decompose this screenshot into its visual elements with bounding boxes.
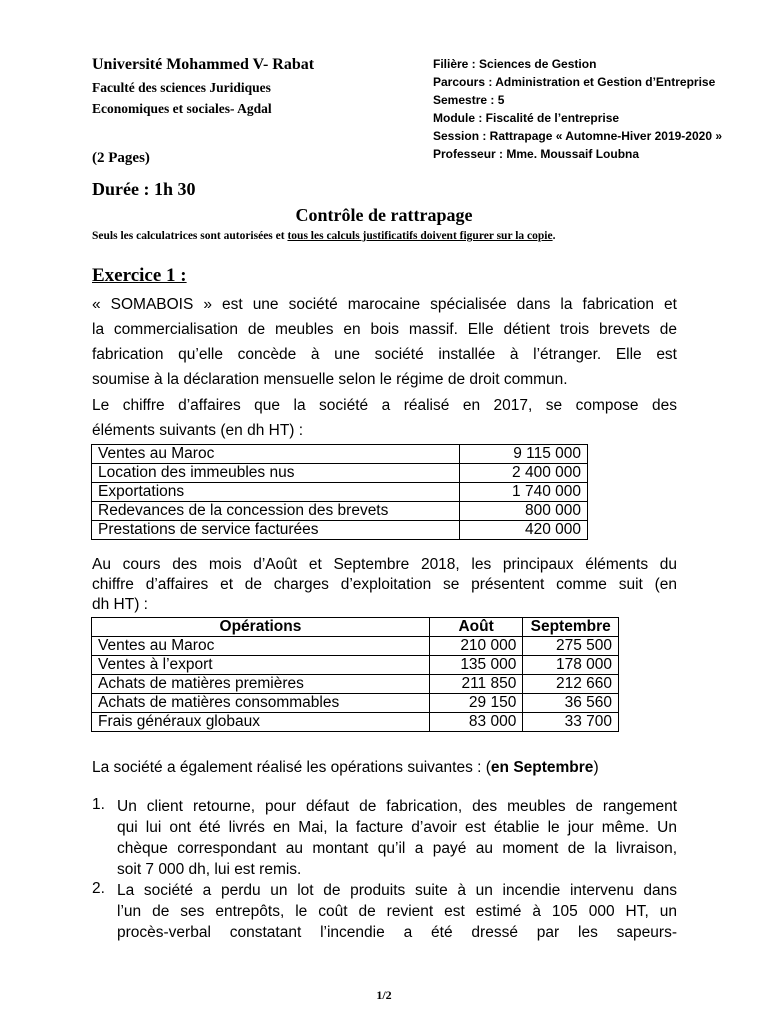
- operation-label: Ventes au Maroc: [92, 637, 430, 656]
- value-septembre: 178 000: [523, 656, 619, 675]
- operations-intro-c: ): [593, 759, 599, 776]
- revenue-value: 800 000: [460, 502, 588, 521]
- list-item-line: Un client retourne, pour défaut de fabrication, des meubles de rangement: [117, 798, 677, 815]
- operations-intro-bold: en Septembre: [490, 759, 594, 776]
- list-item: [92, 796, 677, 880]
- table-row: [92, 445, 588, 464]
- value-septembre: 212 660: [523, 675, 619, 694]
- page-number: 1/2: [376, 988, 392, 1002]
- revenue-label: Exportations: [92, 483, 460, 502]
- list-item-line: l’un de ses entrepôts, le coût de revient est estimé à 105 000 HT, un: [117, 903, 677, 920]
- table-row: [92, 694, 619, 713]
- operation-label: Achats de matières consommables: [92, 694, 430, 713]
- header-operations: Opérations: [92, 618, 430, 637]
- info-session: Session : Rattrapage « Automne-Hiver 2019-2020 »: [433, 129, 723, 143]
- revenue-table: [91, 444, 588, 540]
- revenue-intro-line: Le chiffre d’affaires que la société a réalisé en 2017, se compose des: [92, 397, 677, 414]
- list-item-line: La société a perdu un lot de produits suite à un incendie intervenu dans: [117, 882, 677, 899]
- revenue-label: Prestations de service facturées: [92, 521, 460, 540]
- operations-table: [91, 617, 619, 732]
- list-item-line: qui lui ont été livrés en Mai, la facture d’avoir est établie le jour même. Un: [117, 819, 677, 836]
- operations-list: [92, 796, 677, 943]
- table-row: [92, 656, 619, 675]
- exam-duration: Durée : 1h 30: [92, 179, 196, 199]
- operation-label: Frais généraux globaux: [92, 713, 430, 732]
- value-aout: 29 150: [429, 694, 522, 713]
- value-aout: 211 850: [429, 675, 522, 694]
- exam-title: Contrôle de rattrapage: [295, 205, 473, 225]
- operation-label: Achats de matières premières: [92, 675, 430, 694]
- table-row: [92, 483, 588, 502]
- page-count: (2 Pages): [92, 150, 150, 166]
- table-row: [92, 713, 619, 732]
- info-parcours: Parcours : Administration et Gestion d’Entreprise: [433, 75, 716, 89]
- months-intro-line: chiffre d’affaires et de charges d’exploitation se présentent comme suit (en: [92, 576, 677, 593]
- intro-line: la commercialisation de meubles en bois massif. Elle détient trois brevets de: [92, 321, 677, 338]
- revenue-value: 420 000: [460, 521, 588, 540]
- table-row: [92, 637, 619, 656]
- list-item-line: procès-verbal constatant l’incendie a été dressé par les sapeurs-: [117, 924, 677, 941]
- list-marker: 1.: [92, 796, 105, 813]
- intro-line: fabrication qu’elle concède à une société installée à l’étranger. Elle est: [92, 346, 677, 363]
- value-aout: 135 000: [429, 656, 522, 675]
- table-row: [92, 675, 619, 694]
- operation-label: Ventes à l’export: [92, 656, 430, 675]
- list-marker: 2.: [92, 880, 105, 897]
- header-aout: Août: [429, 618, 522, 637]
- header-septembre: Septembre: [523, 618, 619, 637]
- intro-line: soumise à la déclaration mensuelle selon le régime de droit commun.: [92, 371, 568, 388]
- operations-intro: [92, 755, 677, 780]
- months-intro-line: dh HT) :: [92, 596, 148, 613]
- revenue-value: 1 740 000: [460, 483, 588, 502]
- revenue-intro-line: éléments suivants (en dh HT) :: [92, 422, 304, 439]
- instructions-part-a: Seuls les calculatrices sont autorisées et: [92, 230, 288, 242]
- months-intro: [92, 555, 677, 615]
- info-semestre: Semestre : 5: [433, 93, 505, 107]
- revenue-label: Ventes au Maroc: [92, 445, 460, 464]
- instructions-part-c: .: [552, 230, 556, 242]
- info-professeur: Professeur : Mme. Moussaif Loubna: [433, 147, 640, 161]
- value-septembre: 33 700: [523, 713, 619, 732]
- table-header-row: [92, 618, 619, 637]
- months-intro-line: Au cours des mois d’Août et Septembre 2018, les principaux éléments du: [92, 556, 677, 573]
- revenue-value: 9 115 000: [460, 445, 588, 464]
- revenue-value: 2 400 000: [460, 464, 588, 483]
- value-septembre: 275 500: [523, 637, 619, 656]
- value-aout: 210 000: [429, 637, 522, 656]
- value-septembre: 36 560: [523, 694, 619, 713]
- revenue-label: Location des immeubles nus: [92, 464, 460, 483]
- faculty-line-1: Faculté des sciences Juridiques: [92, 80, 271, 95]
- table-row: [92, 502, 588, 521]
- intro-line: « SOMABOIS » est une société marocaine spécialisée dans la fabrication et: [92, 296, 677, 313]
- faculty-line-2: Economiques et sociales- Agdal: [92, 101, 272, 116]
- exam-instructions: [92, 230, 555, 242]
- revenue-label: Redevances de la concession des brevets: [92, 502, 460, 521]
- university-name: Université Mohammed V- Rabat: [92, 56, 315, 73]
- instructions-part-b: tous les calculs justificatifs doivent figurer sur la copie: [287, 230, 553, 242]
- exercise-intro: [92, 292, 677, 392]
- table-row: [92, 464, 588, 483]
- list-item: [92, 880, 677, 943]
- info-module: Module : Fiscalité de l’entreprise: [433, 111, 620, 125]
- operations-intro-line: [92, 755, 677, 780]
- table-row: [92, 521, 588, 540]
- revenue-intro: [92, 393, 677, 443]
- list-item-line: chèque correspondant au montant qu’il a payé au moment de la livraison,: [117, 840, 677, 857]
- list-item-line: soit 7 000 dh, lui est remis.: [117, 861, 302, 878]
- value-aout: 83 000: [429, 713, 522, 732]
- operations-intro-a: La société a également réalisé les opérations suivantes : (: [92, 759, 491, 776]
- exercise-title: Exercice 1 :: [92, 265, 187, 286]
- info-filiere: Filière : Sciences de Gestion: [433, 57, 597, 71]
